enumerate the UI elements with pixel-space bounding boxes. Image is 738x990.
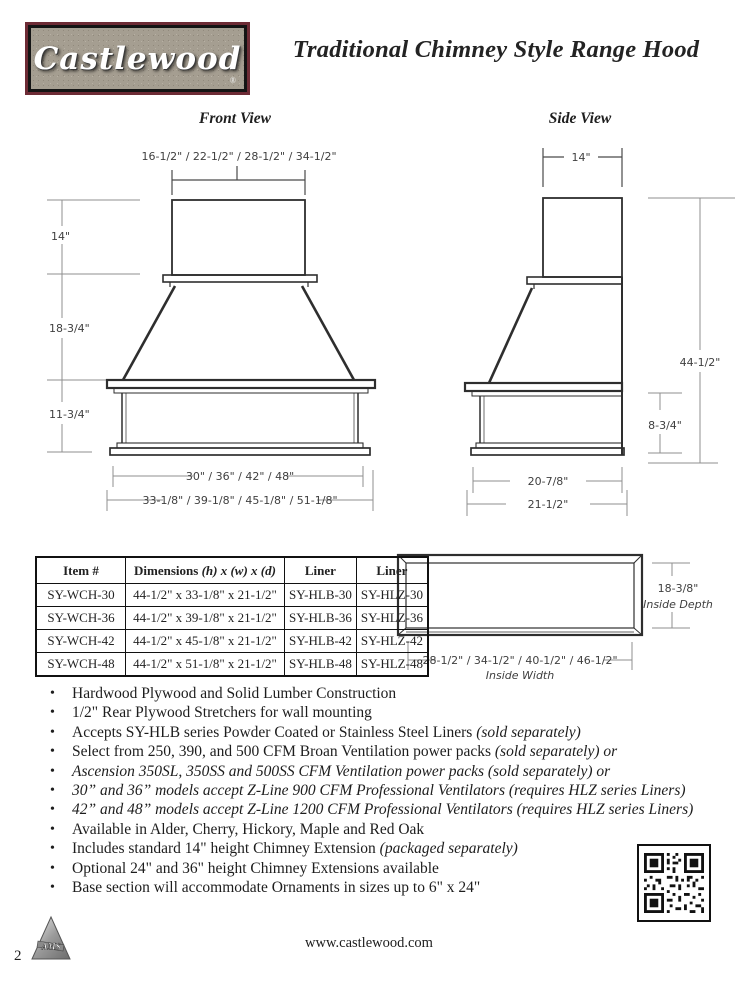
table-row bbox=[36, 653, 428, 677]
page-title: Traditional Chimney Style Range Hood bbox=[292, 36, 700, 63]
front-base-height-text: 11-3/4" bbox=[49, 408, 90, 421]
feature-text: Includes standard 14" height Chimney Extension bbox=[72, 840, 380, 858]
side-height-dimensions bbox=[648, 198, 735, 463]
spec-table bbox=[35, 556, 429, 677]
inside-depth-label: Inside Depth bbox=[643, 598, 713, 611]
bottom-frame-shape bbox=[398, 555, 642, 635]
feature-item bbox=[48, 762, 720, 781]
col-header-dimensions bbox=[126, 557, 285, 584]
page-number: 2 bbox=[14, 948, 22, 964]
feature-text-italic: Ascension 350SL, 350SS and 500SS CFM Ventilation power packs (sold separately) or bbox=[72, 762, 611, 780]
item-liner-hlz: SY-HLZ-42 bbox=[356, 630, 428, 653]
col-header-dimensions-italic: (h) x (w) x (d) bbox=[201, 562, 276, 578]
feature-text: 1/2" Rear Plywood Stretchers for wall mounting bbox=[72, 704, 372, 722]
feature-text-italic: (sold separately) bbox=[476, 723, 581, 741]
item-number: SY-WCH-30 bbox=[36, 584, 126, 607]
feature-item bbox=[48, 703, 720, 722]
side-bottom-dimensions bbox=[467, 467, 627, 516]
item-liner-hlz: SY-HLZ-36 bbox=[356, 607, 428, 630]
castlewood-logo-plate bbox=[28, 25, 247, 92]
feature-item bbox=[48, 781, 720, 800]
item-number: SY-WCH-42 bbox=[36, 630, 126, 653]
col-header-liner2: Liner bbox=[356, 557, 428, 584]
front-hood-shape bbox=[107, 200, 375, 455]
item-liner-hlb: SY-HLB-48 bbox=[285, 653, 357, 677]
feature-item bbox=[48, 820, 720, 839]
item-liner-hlb: SY-HLB-36 bbox=[285, 607, 357, 630]
front-view-drawing bbox=[35, 140, 430, 518]
feature-item bbox=[48, 800, 720, 819]
table-row bbox=[36, 630, 428, 653]
feature-text: Select from 250, 390, and 500 CFM Broan Ventilation power packs bbox=[72, 743, 495, 761]
inside-depth-dimension bbox=[643, 563, 713, 628]
front-top-dimension-text: 16-1/2" / 22-1/2" / 28-1/2" / 34-1/2" bbox=[141, 150, 337, 163]
castlewood-logo-text: Castlewood bbox=[33, 40, 242, 77]
feature-text: Hardwood Plywood and Solid Lumber Construction bbox=[72, 685, 397, 702]
table-row bbox=[36, 584, 428, 607]
front-overall-width-text: 33-1/8" / 39-1/8" / 45-1/8" / 51-1/8" bbox=[142, 494, 338, 507]
side-view-drawing bbox=[440, 140, 738, 532]
col-header-dimensions-regular: Dimensions bbox=[134, 562, 202, 578]
feature-text-italic: (packaged separately) bbox=[379, 840, 518, 858]
inside-width-dimension bbox=[408, 642, 632, 682]
feature-item bbox=[48, 723, 720, 742]
castlewood-logo bbox=[25, 22, 250, 95]
item-dimensions: 44-1/2" x 33-1/8" x 21-1/2" bbox=[126, 584, 285, 607]
feature-text-italic: 30” and 36” models accept Z-Line 900 CFM Professional Ventilators (requires HLZ series Liners) bbox=[72, 782, 686, 800]
side-overall-height-text: 44-1/2" bbox=[679, 356, 721, 369]
front-base-width-text: 30" / 36" / 42" / 48" bbox=[185, 470, 295, 483]
item-liner-hlz: SY-HLZ-30 bbox=[356, 584, 428, 607]
side-base-height-text: 8-3/4" bbox=[648, 419, 682, 432]
side-top-dimension bbox=[543, 148, 622, 187]
inside-depth-value: 18-3/8" bbox=[657, 582, 699, 595]
feature-text: Accepts SY-HLB series Powder Coated or Stainless Steel Liners bbox=[72, 723, 477, 741]
table-row bbox=[36, 607, 428, 630]
col-header-liner1: Liner bbox=[285, 557, 357, 584]
spec-table-header-row bbox=[36, 557, 428, 584]
front-view-label: Front View bbox=[199, 110, 271, 127]
website-url: www.castlewood.com bbox=[305, 935, 433, 951]
feature-item bbox=[48, 878, 720, 897]
qr-code-pattern bbox=[644, 853, 704, 913]
item-number: SY-WCH-48 bbox=[36, 653, 126, 677]
side-base-depth-text: 20-7/8" bbox=[527, 475, 569, 488]
inside-width-label: Inside Width bbox=[485, 669, 555, 682]
feature-item bbox=[48, 859, 720, 878]
item-liner-hlz: SY-HLZ-48 bbox=[356, 653, 428, 677]
feature-text: Optional 24" and 36" height Chimney Extensions available bbox=[72, 859, 439, 877]
side-overall-depth-text: 21-1/2" bbox=[527, 498, 569, 511]
qr-code bbox=[637, 844, 711, 922]
item-liner-hlb: SY-HLB-30 bbox=[285, 584, 357, 607]
col-header-item: Item # bbox=[36, 557, 126, 584]
front-top-dimension bbox=[141, 150, 336, 195]
ams-logo-text: AMS bbox=[41, 941, 61, 952]
side-view-label: Side View bbox=[548, 110, 612, 127]
bottom-view-drawing bbox=[390, 548, 738, 690]
feature-text-italic: 42” and 48” models accept Z-Line 1200 CFM Professional Ventilators (requires HLZ series Liners) bbox=[72, 801, 694, 819]
front-chimney-height-text: 14" bbox=[51, 230, 71, 243]
side-hood-shape bbox=[465, 198, 624, 455]
feature-item bbox=[48, 684, 720, 703]
item-dimensions: 44-1/2" x 39-1/8" x 21-1/2" bbox=[126, 607, 285, 630]
registered-mark: ® bbox=[229, 76, 236, 85]
feature-text: Available in Alder, Cherry, Hickory, Maple and Red Oak bbox=[72, 820, 425, 838]
feature-text-italic: (sold separately) or bbox=[494, 743, 618, 761]
front-bottom-dimensions bbox=[107, 466, 373, 511]
feature-list bbox=[48, 684, 720, 897]
front-flare-height-text: 18-3/4" bbox=[49, 322, 90, 335]
inside-width-value: 28-1/2" / 34-1/2" / 40-1/2" / 46-1/2" bbox=[422, 654, 618, 667]
item-dimensions: 44-1/2" x 51-1/8" x 21-1/2" bbox=[126, 653, 285, 677]
side-top-dimension-text: 14" bbox=[571, 151, 591, 164]
item-number: SY-WCH-36 bbox=[36, 607, 126, 630]
item-liner-hlb: SY-HLB-42 bbox=[285, 630, 357, 653]
item-dimensions: 44-1/2" x 45-1/8" x 21-1/2" bbox=[126, 630, 285, 653]
feature-item bbox=[48, 839, 720, 858]
feature-item bbox=[48, 742, 720, 761]
feature-text: Base section will accommodate Ornaments in sizes up to 6" x 24" bbox=[72, 879, 481, 897]
